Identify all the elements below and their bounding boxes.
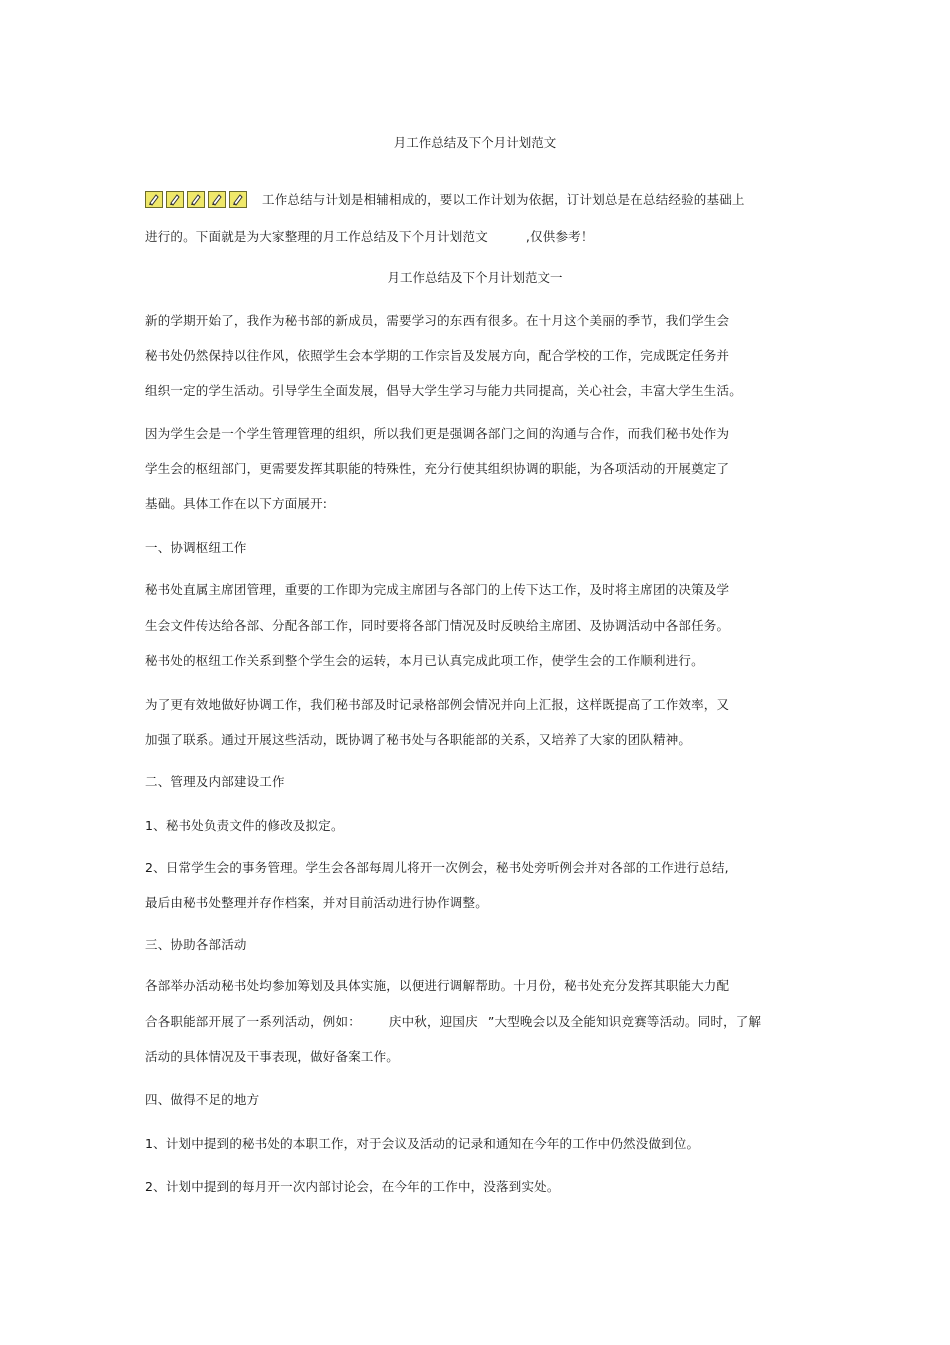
paragraph-segment: 庆中秋，迎国庆: [388, 1014, 478, 1029]
pencil-stamp-icon: [187, 191, 205, 208]
paragraph-line: [145, 1014, 761, 1030]
paragraph-segment: 合各职能部开展了一系列活动，例如：: [145, 1014, 361, 1029]
paragraph-line: 为了更有效地做好协调工作，我们秘书部及时记录格部例会情况并向上汇报，这样既提高了工作效率，又: [145, 697, 730, 712]
list-item: 1、秘书处负责文件的修改及拟定。: [145, 818, 344, 833]
paragraph-line: 各部举办活动秘书处均参加筹划及具体实施，以便进行调解帮助。十月份，秘书处充分发挥其职能大力配: [145, 978, 730, 993]
paragraph-line: 组织一定的学生活动。引导学生全面发展，倡导大学生学习与能力共同提高，关心社会，丰富大学生生活。: [145, 383, 742, 398]
list-item: 2、日常学生会的事务管理。学生会各部每周儿将开一次例会，秘书处旁听例会并对各部的工作进行总结,: [145, 860, 729, 875]
heading-management: 二、管理及内部建设工作: [145, 774, 285, 789]
intro-line-1: 工作总结与计划是相辅相成的，要以工作计划为依据，订计划总是在总结经验的基础上: [262, 192, 745, 207]
decorative-icon-row: [145, 191, 247, 208]
paragraph-line: 活动的具体情况及干事表现，做好备案工作。: [145, 1049, 400, 1064]
intro-line-2-tail: ,仅供参考！: [525, 229, 594, 244]
heading-shortcomings: 四、做得不足的地方: [145, 1092, 260, 1107]
paragraph-line: 新的学期开始了，我作为秘书部的新成员，需要学习的东西有很多。在十月这个美丽的季节，我们学生会: [145, 313, 730, 328]
intro-line-2-text: 进行的。下面就是为大家整理的月工作总结及下个月计划范文: [145, 229, 488, 244]
paragraph-line: 基础。具体工作在以下方面展开:: [145, 496, 328, 511]
heading-assist-activities: 三、协助各部活动: [145, 937, 247, 952]
paragraph-line: 生会文件传达给各部、分配各部工作，同时要将各部门情况及时反映给主席团、及协调活动中各部任务。: [145, 618, 730, 633]
paragraph-line: 秘书处的枢纽工作关系到整个学生会的运转，本月已认真完成此项工作，使学生会的工作顺利进行。: [145, 653, 704, 668]
pencil-stamp-icon: [208, 191, 226, 208]
section-title: 月工作总结及下个月计划范文一: [387, 270, 563, 285]
paragraph-line: 学生会的枢纽部门，更需要发挥其职能的特殊性，充分行使其组织协调的职能，为各项活动的开展奠定了: [145, 461, 730, 476]
paragraph-line: 秘书处直属主席团管理，重要的工作即为完成主席团与各部门的上传下达工作，及时将主席团的决策及学: [145, 582, 730, 597]
list-item: 1、计划中提到的秘书处的本职工作，对于会议及活动的记录和通知在今年的工作中仍然没做到位。: [145, 1136, 700, 1151]
pencil-stamp-icon: [229, 191, 247, 208]
paragraph-line: 因为学生会是一个学生管理管理的组织，所以我们更是强调各部门之间的沟通与合作，而我们秘书处作为: [145, 426, 730, 441]
document-title: 月工作总结及下个月计划范文: [393, 135, 557, 150]
intro-line-2: [145, 229, 594, 245]
list-item: 2、计划中提到的每月开一次内部讨论会，在今年的工作中，没落到实处。: [145, 1179, 560, 1194]
pencil-stamp-icon: [145, 191, 163, 208]
pencil-stamp-icon: [166, 191, 184, 208]
paragraph-line: 秘书处仍然保持以往作风，依照学生会本学期的工作宗旨及发展方向，配合学校的工作，完成既定任务并: [145, 348, 730, 363]
paragraph-line: 加强了联系。通过开展这些活动，既协调了秘书处与各职能部的关系，又培养了大家的团队精神。: [145, 732, 692, 747]
paragraph-segment: ”大型晚会以及全能知识竞赛等活动。同时，了解: [487, 1014, 762, 1029]
list-item-continuation: 最后由秘书处整理并存作档案，并对目前活动进行协作调整。: [145, 895, 488, 910]
heading-coordination: 一、协调枢纽工作: [145, 540, 247, 555]
